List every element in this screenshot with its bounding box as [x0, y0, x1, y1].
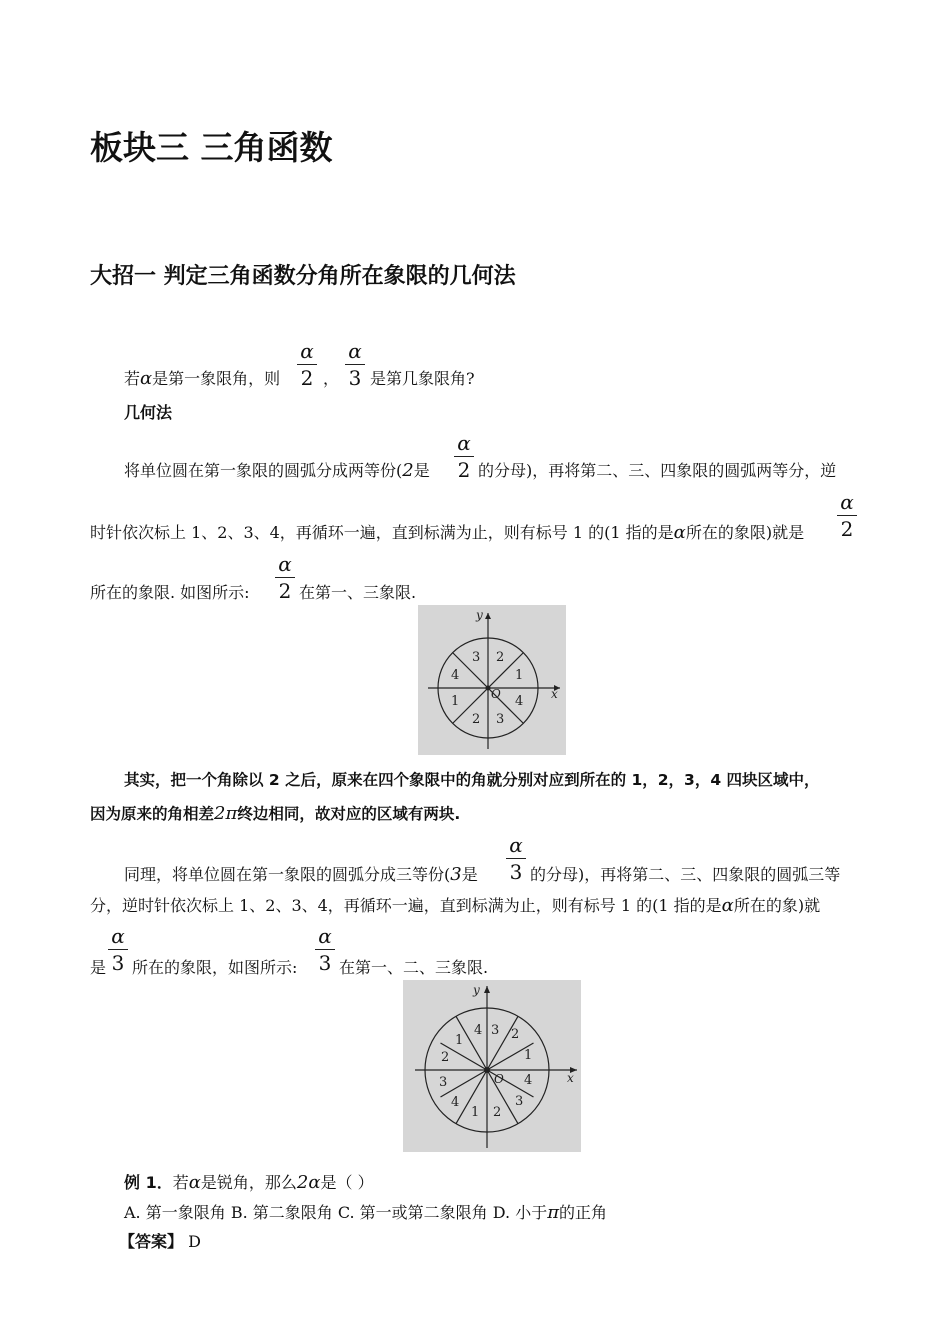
para1-fraction-2: α 2 [836, 491, 858, 539]
svg-text:3: 3 [515, 1094, 524, 1109]
svg-text:3: 3 [472, 650, 481, 665]
question-text-2: 是第一象限角，则 [152, 369, 281, 388]
para2-line3-a: 是 [90, 958, 107, 977]
example-options: A. 第一象限角 B. 第二象限角 C. 第一或第二象限角 D. 小于π的正角 [124, 1202, 608, 1223]
alpha-symbol: α [140, 368, 153, 389]
y-axis-label: y [476, 608, 483, 622]
svg-text:2: 2 [496, 650, 505, 665]
example-question: 例 1．若α是锐角，那么2α是（ ） [124, 1172, 374, 1193]
figure-third-angle-circle [403, 980, 581, 1152]
para1-line1-c: 的分母)，再将第二、三、四象限的圆弧两等分，逆 [478, 461, 837, 480]
svg-text:1: 1 [471, 1105, 480, 1120]
para1-fraction-3: α 2 [274, 553, 296, 601]
para1-line1-a: 将单位圆在第一象限的圆弧分成两等份(2是 [124, 460, 430, 481]
svg-text:4: 4 [515, 694, 524, 709]
para2-line1-a: 同理，将单位圆在第一象限的圆弧分成三等份(3是 [124, 864, 478, 885]
svg-text:2: 2 [493, 1105, 502, 1120]
page-title: 板块三 三角函数 [90, 128, 333, 167]
origin-label-2: O [494, 1072, 504, 1086]
method-label: 几何法 [124, 403, 173, 422]
question-comma: ， [323, 369, 340, 388]
para1-fraction: α 2 [453, 432, 475, 480]
svg-text:1: 1 [451, 694, 460, 709]
x-axis-label-2: x [567, 1071, 574, 1085]
svg-text:4: 4 [451, 668, 460, 683]
para2-line3-b: 所在的象限，如图所示: [132, 958, 298, 977]
para2-line1-c: 的分母)，再将第二、三、四象限的圆弧三等 [530, 865, 841, 884]
example-answer [119, 1229, 201, 1252]
svg-text:4: 4 [474, 1023, 483, 1038]
para2-fraction-3: α 3 [314, 925, 336, 973]
para2-line2: 分，逆时针依次标上 1、2、3、4，再循环一遍，直到标满为止，则有标号 1 的(1 指的是α所在的象)就 [90, 895, 821, 916]
fraction-alpha-over-2: α 2 [296, 340, 318, 388]
x-axis-label: x [551, 687, 558, 701]
svg-text:4: 4 [451, 1095, 460, 1110]
svg-text:1: 1 [455, 1033, 464, 1048]
section-title: 大招一 判定三角函数分角所在象限的几何法 [90, 264, 516, 289]
svg-text:2: 2 [511, 1027, 520, 1042]
origin-label: O [491, 687, 501, 701]
question-line [124, 366, 280, 389]
para2-fraction-2: α 3 [107, 925, 129, 973]
svg-text:3: 3 [496, 712, 505, 727]
bold-para-line2: 因为原来的角相差2π终边相同，故对应的区域有两块. [90, 803, 461, 824]
para2-line3-c: 在第一、二、三象限. [339, 958, 489, 977]
para1-line3-a: 所在的象限. 如图所示: [90, 583, 250, 602]
svg-text:1: 1 [515, 668, 524, 683]
svg-text:3: 3 [491, 1023, 500, 1038]
svg-text:4: 4 [524, 1073, 533, 1088]
figure-half-angle-circle [418, 605, 566, 755]
para2-fraction: α 3 [505, 834, 527, 882]
svg-text:2: 2 [441, 1050, 450, 1065]
question-text-3: 是第几象限角? [370, 369, 475, 388]
svg-text:2: 2 [472, 712, 481, 727]
svg-text:1: 1 [524, 1048, 533, 1063]
question-text-1: 若 [124, 369, 141, 388]
answer-value: D [188, 1232, 201, 1251]
svg-text:3: 3 [439, 1075, 448, 1090]
fraction-alpha-over-3: α 3 [344, 340, 366, 388]
bold-para-line1: 其实，把一个角除以 2 之后，原来在四个象限中的角就分别对应到所在的 1，2，3，4 四块区域中， [124, 771, 820, 789]
para1-line2: 时针依次标上 1、2、3、4，再循环一遍，直到标满为止，则有标号 1 的(1 指的是α所在的象限)就是 [90, 522, 805, 543]
y-axis-label-2: y [473, 983, 480, 997]
answer-label: 【答案】 [119, 1232, 184, 1251]
para1-line3-b: 在第一、三象限. [299, 583, 417, 602]
